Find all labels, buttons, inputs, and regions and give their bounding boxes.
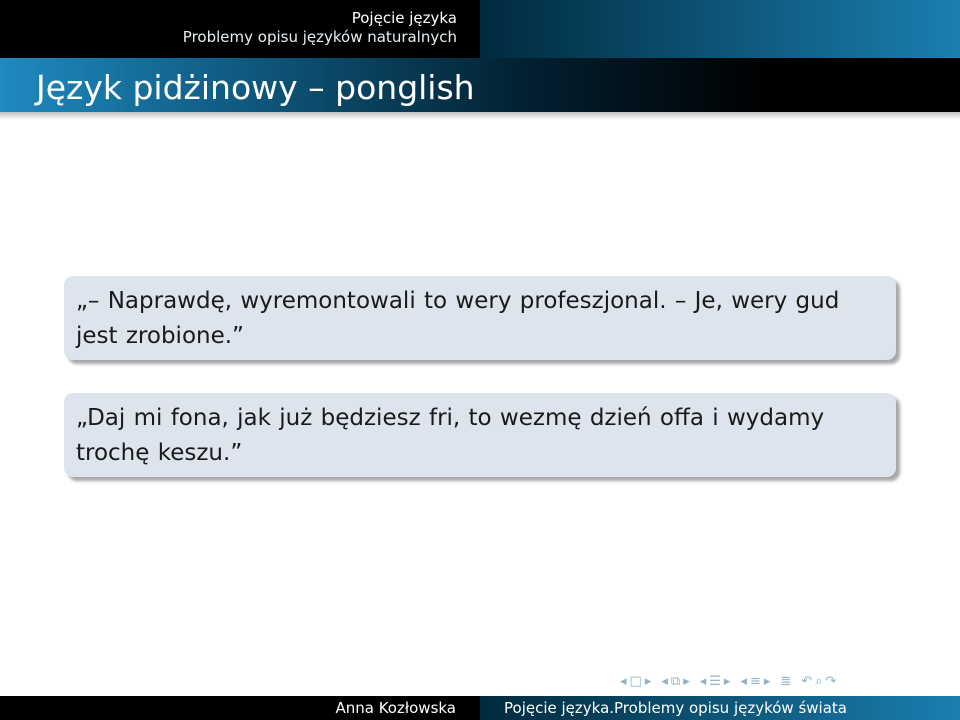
section-icon[interactable]: ☰ <box>709 673 721 689</box>
quote-text-2: „Daj mi fona, jak już będziesz fri, to wezmę dzień offa i wydamy trochę keszu.” <box>76 405 825 466</box>
arrow-right-icon[interactable]: ▸ <box>763 673 771 689</box>
nav-frame-group <box>620 674 651 689</box>
nav-subsection-group <box>661 674 689 689</box>
headline-section-title[interactable]: Pojęcie języka <box>351 9 457 27</box>
navigation-symbols <box>620 672 836 690</box>
align-icon[interactable]: ≣ <box>780 673 792 689</box>
headline-text <box>0 0 480 58</box>
arrow-right-icon[interactable]: ▸ <box>683 673 690 689</box>
arrow-left-icon[interactable]: ◂ <box>699 673 707 689</box>
quote-block-1 <box>64 276 896 360</box>
arrow-left-icon[interactable]: ◂ <box>740 673 747 689</box>
frame-title-bar <box>0 58 960 112</box>
arrow-right-icon[interactable]: ▸ <box>644 673 652 689</box>
nav-align-group <box>780 674 791 689</box>
back-icon[interactable]: ↶ <box>801 673 813 689</box>
arrow-right-icon[interactable]: ▸ <box>723 673 731 689</box>
nav-presentation-group <box>740 674 770 689</box>
forward-icon[interactable]: ↷ <box>825 673 837 689</box>
footline-bar <box>0 696 960 720</box>
subsection-icon[interactable]: ⧉ <box>670 673 681 689</box>
frame-title: Język pidżinowy – ponglish <box>36 68 475 107</box>
quote-text-1: „– Naprawdę, wyremontowali to wery profeszjonal. – Je, wery gud jest zrobione.” <box>76 288 840 349</box>
search-icon[interactable]: ⌕ <box>815 673 823 689</box>
footer-title: Pojęcie języka.Problemy opisu języków świata <box>480 696 960 720</box>
headline-subsection-title[interactable]: Problemy opisu języków naturalnych <box>182 28 457 46</box>
presentation-icon[interactable]: ≡ <box>749 673 761 689</box>
footer-author: Anna Kozłowska <box>0 696 480 720</box>
nav-section-group <box>700 674 731 689</box>
quote-block-2 <box>64 393 896 477</box>
arrow-left-icon[interactable]: ◂ <box>661 673 668 689</box>
frame-icon[interactable]: □ <box>629 673 642 689</box>
nav-history-group <box>801 674 836 689</box>
frame-title-shadow <box>0 112 960 120</box>
arrow-left-icon[interactable]: ◂ <box>620 673 627 689</box>
headline-right <box>480 0 960 58</box>
